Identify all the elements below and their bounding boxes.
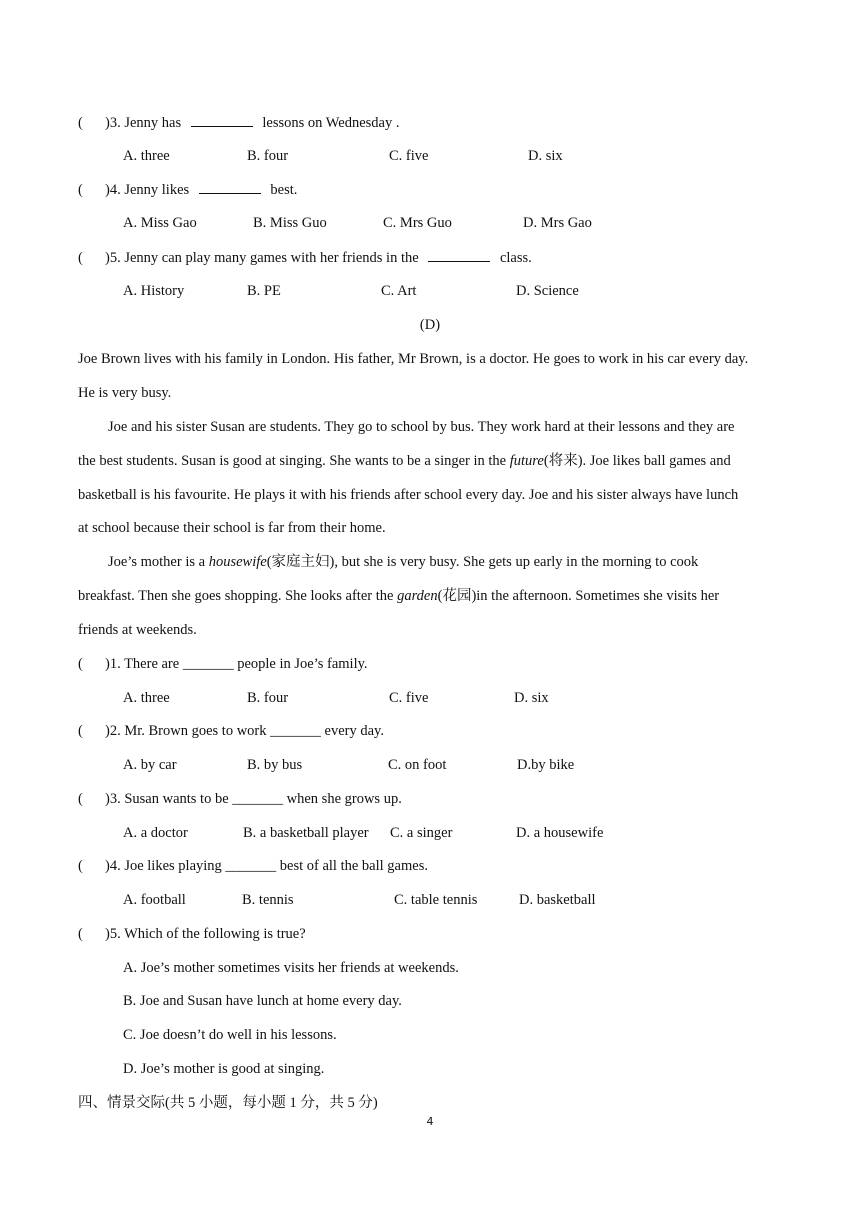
glossed-word: housewife bbox=[208, 554, 267, 570]
question-d1 bbox=[78, 655, 368, 673]
passage-line: at school because their school is far from their home. bbox=[78, 520, 386, 536]
question-text: best. bbox=[270, 182, 298, 198]
option-b: B. Joe and Susan have lunch at home every day. bbox=[123, 993, 402, 1009]
option-d: D. Mrs Gao bbox=[523, 215, 592, 231]
answer-paren: ( bbox=[78, 656, 83, 672]
glossed-word: garden bbox=[397, 588, 438, 604]
option-b: B. Miss Guo bbox=[253, 215, 327, 231]
option-a: A. three bbox=[123, 690, 170, 706]
passage-text: (花园)in the afternoon. Sometimes she visits her bbox=[437, 588, 720, 604]
question-c5 bbox=[78, 248, 532, 267]
option-a: A. a doctor bbox=[123, 825, 188, 841]
question-text: )4. Joe likes playing _______ best of all the ball games. bbox=[105, 858, 428, 874]
option-d: D. a housewife bbox=[516, 825, 604, 841]
question-d2 bbox=[78, 722, 384, 740]
question-text: )5. Which of the following is true? bbox=[105, 926, 306, 942]
passage-text: breakfast. Then she goes shopping. She looks after the bbox=[78, 588, 398, 604]
glossed-word: future bbox=[509, 453, 544, 469]
option-c: C. table tennis bbox=[394, 892, 478, 908]
option-a: A. History bbox=[123, 283, 185, 299]
question-text: )3. Jenny has bbox=[105, 115, 182, 131]
answer-paren: ( bbox=[78, 115, 83, 131]
option-a: A. by car bbox=[123, 757, 177, 773]
passage-line bbox=[108, 553, 698, 571]
option-c: C. on foot bbox=[388, 757, 447, 773]
question-c3 bbox=[78, 113, 399, 132]
question-text: class. bbox=[499, 250, 532, 266]
passage-line: He is very busy. bbox=[78, 385, 172, 401]
answer-blank bbox=[191, 113, 253, 127]
passage-text: (将来). Joe likes ball games and bbox=[543, 453, 731, 469]
question-text: )3. Susan wants to be _______ when she grows up. bbox=[105, 791, 402, 807]
option-b: B. tennis bbox=[242, 892, 294, 908]
question-d5 bbox=[78, 925, 306, 943]
passage-line: Joe and his sister Susan are students. They go to school by bus. They work hard at their lessons and they are bbox=[108, 419, 735, 435]
question-c4 bbox=[78, 180, 297, 199]
option-a: A. Miss Gao bbox=[123, 215, 197, 231]
option-d: D. Joe’s mother is good at singing. bbox=[123, 1061, 325, 1077]
passage-line: basketball is his favourite. He plays it with his friends after school every day. Joe and his sister always have lunch bbox=[78, 487, 739, 503]
option-c: C. a singer bbox=[390, 825, 453, 841]
passage-text: (家庭主妇), but she is very busy. She gets up early in the morning to cook bbox=[266, 554, 699, 570]
question-d4 bbox=[78, 857, 428, 875]
option-a: A. three bbox=[123, 148, 170, 164]
option-b: B. PE bbox=[247, 283, 281, 299]
option-a: A. Joe’s mother sometimes visits her friends at weekends. bbox=[123, 960, 459, 976]
question-text: )1. There are _______ people in Joe’s family. bbox=[105, 656, 368, 672]
question-text: )4. Jenny likes bbox=[105, 182, 190, 198]
option-c: C. Joe doesn’t do well in his lessons. bbox=[123, 1027, 337, 1043]
option-b: B. four bbox=[247, 690, 289, 706]
option-d: D.by bike bbox=[517, 757, 575, 773]
section-d-heading: (D) bbox=[419, 317, 441, 333]
answer-paren: ( bbox=[78, 250, 83, 266]
option-c: C. Mrs Guo bbox=[383, 215, 452, 231]
option-a: A. football bbox=[123, 892, 186, 908]
answer-paren: ( bbox=[78, 791, 83, 807]
question-text: )5. Jenny can play many games with her friends in the bbox=[105, 250, 419, 266]
option-c: C. Art bbox=[381, 283, 417, 299]
option-c: C. five bbox=[389, 690, 429, 706]
question-text: )2. Mr. Brown goes to work _______ every day. bbox=[105, 723, 384, 739]
option-d: D. basketball bbox=[519, 892, 596, 908]
question-d3 bbox=[78, 790, 402, 808]
option-b: B. by bus bbox=[247, 757, 303, 773]
option-c: C. five bbox=[389, 148, 429, 164]
answer-paren: ( bbox=[78, 723, 83, 739]
option-d: D. six bbox=[528, 148, 563, 164]
option-d: D. six bbox=[514, 690, 549, 706]
option-b: B. four bbox=[247, 148, 289, 164]
option-b: B. a basketball player bbox=[243, 825, 369, 841]
passage-text: the best students. Susan is good at singing. She wants to be a singer in the bbox=[78, 453, 510, 469]
passage-line bbox=[78, 452, 731, 470]
section-heading: 四、情景交际(共 5 小题，每小题 1 分，共 5 分) bbox=[78, 1095, 378, 1111]
passage-text: Joe’s mother is a bbox=[108, 554, 209, 570]
passage-line bbox=[78, 587, 719, 605]
answer-blank bbox=[199, 180, 261, 194]
answer-paren: ( bbox=[78, 858, 83, 874]
page-number: 4 bbox=[426, 1115, 434, 1128]
answer-blank bbox=[428, 248, 490, 262]
passage-line: Joe Brown lives with his family in London. His father, Mr Brown, is a doctor. He goes to work in his car every day. bbox=[78, 351, 749, 367]
question-text: lessons on Wednesday . bbox=[262, 115, 400, 131]
answer-paren: ( bbox=[78, 926, 83, 942]
answer-paren: ( bbox=[78, 182, 83, 198]
option-d: D. Science bbox=[516, 283, 579, 299]
passage-line: friends at weekends. bbox=[78, 622, 197, 638]
